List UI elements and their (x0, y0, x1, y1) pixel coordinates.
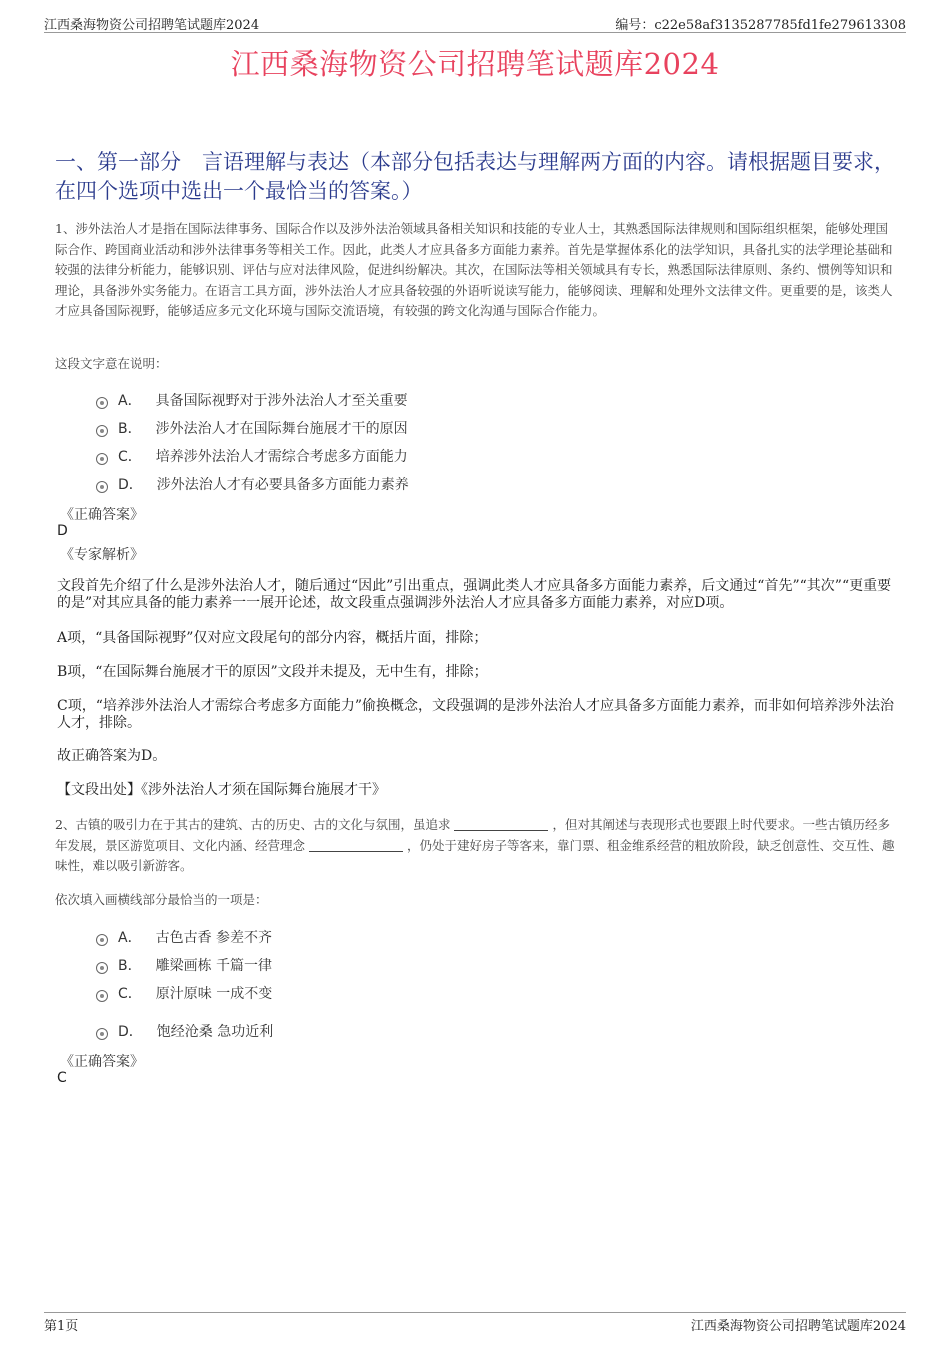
question-2-text: 2、古镇的吸引力在于其古的建筑、古的历史、古的文化与氛围，虽追求 ，但对其阐述与表现形式也要跟上时代要求。一些古镇历经多年发展，景区游览项目、文化内涵、经营理念 ，仍处于建好房子等客来，靠门票、租金维系经营的粗放阶段，缺乏创意性、交互性、趣味性，难以吸引新游客。 (55, 817, 895, 873)
radio-icon[interactable] (96, 962, 108, 974)
header-doc-title: 江西桑海物资公司招聘笔试题库2024 (44, 18, 260, 33)
q1-analysis-label: 《专家解析》 (60, 547, 144, 563)
q2-option-b[interactable]: B． 雕梁画栋 千篇一律 (96, 955, 272, 975)
q1-analysis-para-5: 故正确答案为D。 (57, 748, 167, 764)
q1-analysis-para-2: A项，“具备国际视野”仅对应文段尾句的部分内容，概括片面，排除； (57, 630, 488, 646)
page-title: 江西桑海物资公司招聘笔试题库2024 (230, 47, 720, 81)
radio-icon[interactable] (96, 397, 108, 409)
q1-analysis-para-3: B项，“在国际舞台施展才干的原因”文段并未提及，无中生有，排除； (57, 664, 488, 680)
footer-doc-title: 江西桑海物资公司招聘笔试题库2024 (690, 1319, 906, 1334)
q1-answer-label: 《正确答案》 (60, 507, 144, 523)
radio-icon[interactable] (96, 425, 108, 437)
section-title: 一、第一部分 言语理解与表达（本部分包括表达与理解两方面的内容。请根据题目要求，在四个选项中选出一个最恰当的答案。） (55, 150, 895, 203)
q1-analysis-para-1: 文段首先介绍了什么是涉外法治人才，随后通过“因此”引出重点，强调此类人才应具备多方面能力素养，后文通过“首先”“其次”“更重要的是”对其应具备的能力素养一一展开论述，故文段重点强调涉外法治人才应具备多方面能力素养，对应D项。 (57, 578, 892, 611)
question-1-text: 1、涉外法治人才是指在国际法律事务、国际合作以及涉外法治领域具备相关知识和技能的专业人士，其熟悉国际法律规则和国际组织框架，能够处理国际合作、跨国商业活动和涉外法律事务等相关工作。因此，此类人才应具备多方面能力素养。首先是掌握体系化的法学知识，具备扎实的法学理论基础和较强的法律分析能力，能够识别、评估与应对法律风险，促进纠纷解决。其次，在国际法等相关领域具有专长，熟悉国际法律原则、条约、惯例等知识和理论，具备涉外实务能力。在语言工具方面，涉外法治人才应具备较强的外语听说读写能力，能够阅读、理解和处理外文法律文件。更重要的是，该类人才应具备国际视野，能够适应多元文化环境与国际交流语境，有较强的跨文化沟通与国际合作能力。 (55, 221, 893, 318)
q1-answer: D (57, 523, 68, 539)
q1-option-a[interactable]: A． 具备国际视野对于涉外法治人才至关重要 (96, 390, 408, 410)
question-1-prompt: 这段文字意在说明： (55, 356, 168, 371)
page-header (44, 14, 906, 33)
q1-option-b[interactable]: B． 涉外法治人才在国际舞台施展才干的原因 (96, 418, 408, 438)
q1-analysis-para-4: C项，“培养涉外法治人才需综合考虑多方面能力”偷换概念，文段强调的是涉外法治人才应具备多方面能力素养，而非如何培养涉外法治人才，排除。 (57, 698, 895, 731)
header-doc-id: 编号：c22e58af3135287785fd1fe279613308 (615, 18, 906, 33)
blank-1 (454, 818, 548, 831)
q1-source: 【文段出处】《涉外法治人才须在国际舞台施展才干》 (57, 782, 386, 798)
q2-option-c[interactable]: C． 原汁原味 一成不变 (96, 983, 272, 1003)
radio-icon[interactable] (96, 990, 108, 1002)
radio-icon[interactable] (96, 453, 108, 465)
q2-option-a[interactable]: A． 古色古香 参差不齐 (96, 927, 272, 947)
question-2-prompt: 依次填入画横线部分最恰当的一项是： (55, 892, 268, 907)
radio-icon[interactable] (96, 934, 108, 946)
radio-icon[interactable] (96, 481, 108, 493)
footer-page-number: 第1页 (44, 1319, 79, 1334)
q2-answer: C (57, 1070, 67, 1086)
q1-option-d[interactable]: D． 涉外法治人才有必要具备多方面能力素养 (96, 474, 409, 494)
q2-option-d[interactable]: D． 饱经沧桑 急功近利 (96, 1021, 273, 1041)
radio-icon[interactable] (96, 1028, 108, 1040)
blank-2 (309, 839, 403, 852)
q1-option-c[interactable]: C． 培养涉外法治人才需综合考虑多方面能力 (96, 446, 408, 466)
page-footer (44, 1312, 906, 1332)
q2-answer-label: 《正确答案》 (60, 1054, 144, 1070)
